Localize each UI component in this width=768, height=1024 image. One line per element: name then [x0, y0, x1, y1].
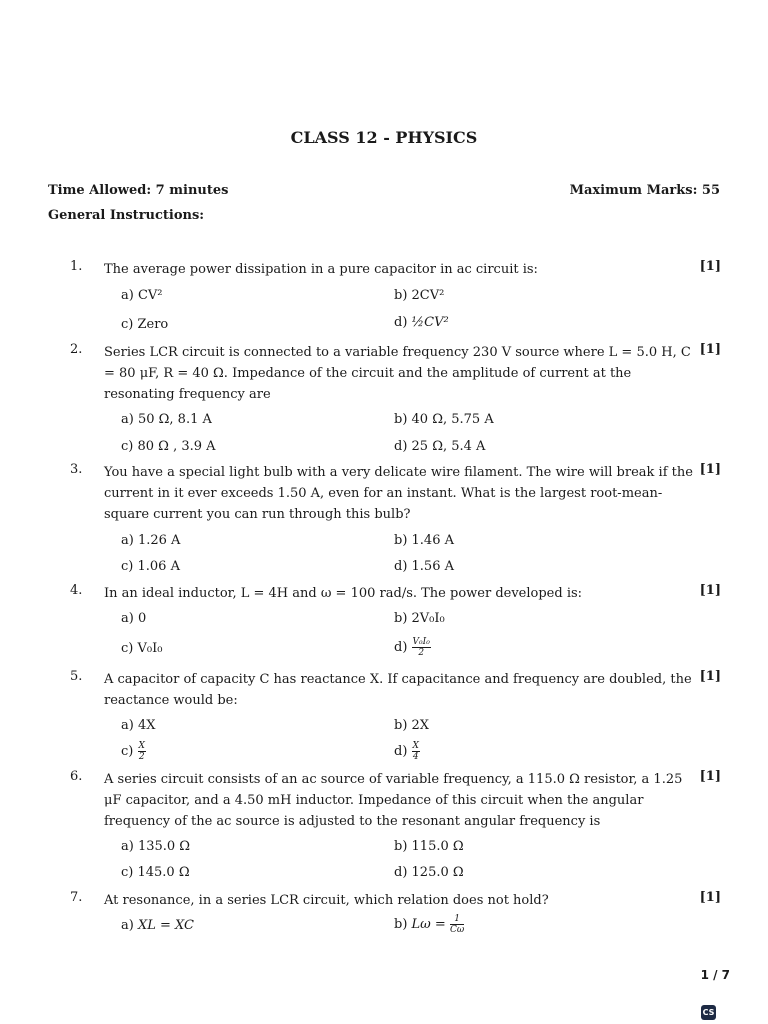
question-text: A series circuit consists of an ac source of variable frequency, a 115.0 Ω resistor, a 1.25 μF capacitor, and a 4.50 mH inductor. Impedance of this circuit when the angular frequency of the ac source is adjusted to the resonant angular frequency is	[104, 772, 683, 829]
option-b: b) 2CV²	[394, 288, 445, 303]
denominator: 2	[418, 648, 425, 658]
question-number: 4.	[70, 583, 83, 598]
option-d-label: d)	[394, 744, 408, 759]
marks: [1]	[699, 583, 721, 598]
option-d-math: ½CV²	[411, 315, 449, 330]
option-a: a) CV²	[121, 288, 163, 303]
option-d	[394, 315, 449, 330]
option-c-fraction	[138, 741, 146, 762]
option-b: b) 2V₀I₀	[394, 611, 445, 626]
page-number: 1 / 7	[700, 968, 730, 982]
numerator: V₀I₀	[412, 637, 430, 647]
question-text: You have a special light bulb with a very delicate wire filament. The wire will break if the current in it ever exceeds 1.50 A, even for an instant. What is the largest root-mean-square current you can run through this bulb?	[104, 465, 693, 522]
denominator: Cω	[449, 925, 465, 935]
question-number: 5.	[70, 669, 83, 684]
camscanner-logo-icon: CS	[701, 1005, 716, 1020]
option-a: a) 0	[121, 611, 147, 626]
option-d-fraction	[412, 741, 420, 762]
marks: [1]	[699, 259, 721, 274]
option-b: b) 40 Ω, 5.75 A	[394, 412, 494, 427]
option-b: b) 1.46 A	[394, 533, 454, 548]
question-text: A capacitor of capacity C has reactance X. If capacitance and frequency are doubled, the reactance would be:	[104, 672, 692, 708]
option-b: b) 115.0 Ω	[394, 839, 464, 854]
marks: [1]	[699, 769, 721, 784]
question-text: Series LCR circuit is connected to a variable frequency 230 V source where L = 5.0 H, C = 80 μF, R = 40 Ω. Impedance of the circuit and the amplitude of current at the resonating frequency are	[104, 345, 691, 402]
option-c: c) 1.06 A	[121, 559, 180, 574]
option-c-label: c)	[121, 744, 134, 759]
time-allowed: Time Allowed: 7 minutes	[48, 183, 229, 198]
marks: [1]	[699, 669, 721, 684]
option-b: b) 2X	[394, 718, 430, 733]
denominator: 2	[138, 752, 145, 762]
maximum-marks: Maximum Marks: 55	[569, 183, 720, 198]
option-c: c) V₀I₀	[121, 641, 163, 656]
option-c: c) Zero	[121, 317, 169, 332]
question-number: 7.	[70, 890, 83, 905]
option-d-label: d)	[394, 640, 408, 655]
option-d-fraction	[412, 637, 431, 658]
question-number: 2.	[70, 342, 83, 357]
option-d: d) 25 Ω, 5.4 A	[394, 439, 486, 454]
option-d-label: d)	[394, 315, 408, 330]
option-a-label: a)	[121, 918, 134, 933]
option-d	[394, 637, 431, 658]
option-c: c) 80 Ω , 3.9 A	[121, 439, 216, 454]
denominator: 4	[412, 752, 419, 762]
option-b	[394, 914, 464, 935]
option-d	[394, 741, 420, 762]
numerator: 1	[450, 914, 464, 925]
option-d: d) 125.0 Ω	[394, 865, 464, 880]
option-a: a) 135.0 Ω	[121, 839, 191, 854]
question-text: At resonance, in a series LCR circuit, which relation does not hold?	[104, 893, 549, 908]
option-c	[121, 741, 146, 762]
option-a-math: XL = XC	[137, 918, 194, 933]
page-title: CLASS 12 - PHYSICS	[290, 128, 478, 147]
marks: [1]	[699, 890, 721, 905]
option-b-label: b)	[394, 917, 408, 932]
option-a	[121, 918, 194, 933]
numerator: X	[412, 741, 419, 751]
question-text: In an ideal inductor, L = 4H and ω = 100 rad/s. The power developed is:	[104, 586, 583, 601]
marks: [1]	[699, 342, 721, 357]
option-a: a) 4X	[121, 718, 156, 733]
option-d: d) 1.56 A	[394, 559, 454, 574]
option-b-fraction	[450, 914, 464, 935]
option-a: a) 50 Ω, 8.1 A	[121, 412, 212, 427]
option-a: a) 1.26 A	[121, 533, 181, 548]
option-c: c) 145.0 Ω	[121, 865, 190, 880]
question-number: 6.	[70, 769, 83, 784]
question-number: 3.	[70, 462, 83, 477]
question-number: 1.	[70, 259, 83, 274]
option-b-math: Lω =	[411, 917, 446, 932]
numerator: X	[138, 741, 145, 751]
general-instructions-heading: General Instructions:	[48, 208, 205, 223]
marks: [1]	[699, 462, 721, 477]
question-text: The average power dissipation in a pure capacitor in ac circuit is:	[104, 262, 538, 277]
